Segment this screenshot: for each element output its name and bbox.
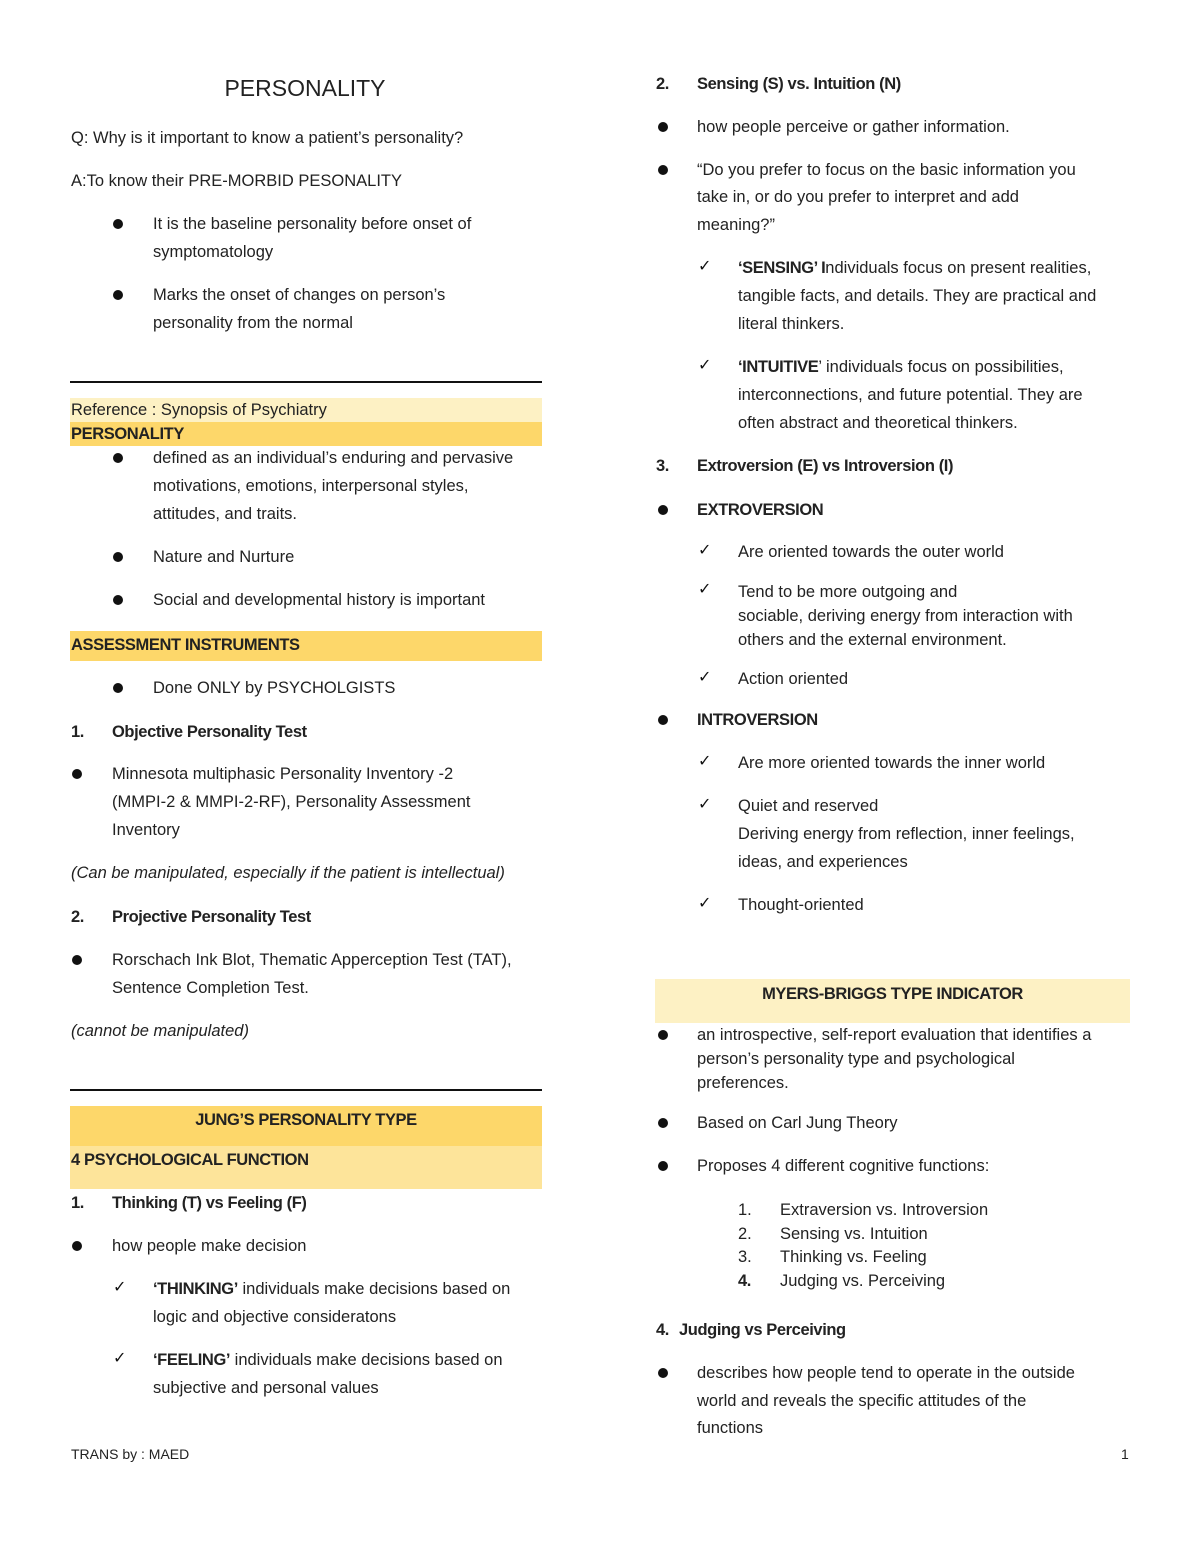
page-title: PERSONALITY [224,75,386,101]
list-item: functions [697,1419,764,1437]
list-item: ‘SENSING’ Individuals focus on present realities, [738,259,1092,277]
judging-title: Judging vs Perceiving [679,1321,846,1339]
extroversion-heading: EXTROVERSION [697,501,824,519]
checkmark-icon: ✓ [698,258,712,275]
checkmark-icon: ✓ [698,895,712,912]
list-item: Social and developmental history is important [153,591,486,609]
divider [70,1089,542,1091]
list-item: ‘THINKING’ individuals make decisions based on [153,1280,511,1298]
list-item: take in, or do you prefer to interpret and add [697,188,1019,206]
footer: TRANS by : MAED [71,1446,190,1462]
checkmark-icon: ✓ [698,753,712,770]
list-item: Thinking vs. Feeling [780,1248,927,1266]
list-item: meaning?” [697,216,775,234]
list-number: 1. [738,1201,752,1219]
bullet-icon [113,290,123,300]
list-item: Sensing vs. Intuition [780,1225,928,1243]
sensing-title: Sensing (S) vs. Intuition (N) [697,75,901,93]
bullet-icon [113,552,123,562]
list-item: how people make decision [112,1237,307,1255]
list-number: 3. [738,1248,752,1266]
bullet-icon [658,1030,668,1040]
bullet-icon [658,122,668,132]
page-number: 1 [1121,1446,1129,1462]
answer: A:To know their PRE-MORBID PESONALITY [71,172,403,190]
bullet-icon [72,769,82,779]
list-item: Are more oriented towards the inner world [738,754,1046,772]
list-item: Are oriented towards the outer world [738,543,1004,561]
list-item: sociable, deriving energy from interaction with [738,607,1073,625]
checkmark-icon: ✓ [698,581,712,598]
list-item: ‘FEELING’ individuals make decisions based on [153,1351,503,1369]
list-item: Marks the onset of changes on person’s [153,286,446,304]
list-number: 4. [738,1272,751,1290]
list-item: Extraversion vs. Introversion [780,1201,989,1219]
checkmark-icon: ✓ [698,669,712,686]
reference: Reference : Synopsis of Psychiatry [71,401,327,419]
list-item: (MMPI-2 & MMPI-2-RF), Personality Assessment [112,793,471,811]
list-item: tangible facts, and details. They are practical and [738,287,1097,305]
bullet-icon [113,595,123,605]
checkmark-icon: ✓ [698,796,712,813]
bullet-icon [113,453,123,463]
list-item: how people perceive or gather information. [697,118,1010,136]
note: (Can be manipulated, especially if the patient is intellectual) [71,864,505,882]
list-item: Minnesota multiphasic Personality Inventory -2 [112,765,454,783]
list-item: ideas, and experiences [738,853,908,871]
list-item: It is the baseline personality before onset of [153,215,472,233]
list-item: “Do you prefer to focus on the basic information you [697,161,1076,179]
jung-heading: JUNG’S PERSONALITY TYPE [195,1111,417,1129]
list-item: an introspective, self-report evaluation that identifies a [697,1026,1092,1044]
list-item: world and reveals the specific attitudes of the [697,1392,1027,1410]
list-item: Done ONLY by PSYCHOLGISTS [153,679,396,697]
list-item: Judging vs. Perceiving [780,1272,946,1290]
checkmark-icon: ✓ [113,1350,127,1367]
list-item: Proposes 4 different cognitive functions: [697,1157,990,1175]
objective-test-title: Objective Personality Test [112,723,307,741]
list-item: Deriving energy from reflection, inner feelings, [738,825,1075,843]
checkmark-icon: ✓ [698,357,712,374]
personality-heading: PERSONALITY [71,425,184,443]
list-item: defined as an individual’s enduring and pervasive [153,449,514,467]
section-number: 3. [656,457,669,475]
section-number: 2. [656,75,669,93]
question: Q: Why is it important to know a patient’s personality? [71,129,464,147]
bullet-icon [113,683,123,693]
list-item: Rorschach Ink Blot, Thematic Apperception Test (TAT), [112,951,512,969]
section-number: 4. [656,1321,669,1339]
bullet-icon [72,1241,82,1251]
thinking-title: Thinking (T) vs Feeling (F) [112,1194,307,1212]
list-item: subjective and personal values [153,1379,379,1397]
list-item: interconnections, and future potential. They are [738,386,1083,404]
bullet-icon [658,505,668,515]
list-item: logic and objective consideratons [153,1308,397,1326]
list-item: others and the external environment. [738,631,1007,649]
list-item: ‘INTUITIVE’ individuals focus on possibilities, [738,358,1064,376]
bullet-icon [658,1118,668,1128]
list-item: Action oriented [738,670,849,688]
list-item: often abstract and theoretical thinkers. [738,414,1018,432]
list-item: preferences. [697,1074,789,1092]
mbti-heading: MYERS-BRIGGS TYPE INDICATOR [762,985,1023,1003]
list-item: symptomatology [153,243,274,261]
bullet-icon [658,1368,668,1378]
bullet-icon [658,1161,668,1171]
bullet-icon [113,219,123,229]
list-item: person’s personality type and psychological [697,1050,1015,1068]
section-number: 2. [71,908,84,926]
bullet-icon [658,715,668,725]
functions-heading: 4 PSYCHOLOGICAL FUNCTION [71,1151,309,1169]
section-number: 1. [71,1194,84,1212]
list-item: Sentence Completion Test. [112,979,309,997]
section-number: 1. [71,723,84,741]
list-item: Based on Carl Jung Theory [697,1114,898,1132]
introversion-heading: INTROVERSION [697,711,818,729]
list-item: Tend to be more outgoing and [738,583,958,601]
projective-test-title: Projective Personality Test [112,908,311,926]
list-item: Inventory [112,821,180,839]
note: (cannot be manipulated) [71,1022,249,1040]
list-item: attitudes, and traits. [153,505,297,523]
list-number: 2. [738,1225,752,1243]
list-item: Nature and Nurture [153,548,295,566]
list-item: Quiet and reserved [738,797,879,815]
list-item: Thought-oriented [738,896,864,914]
checkmark-icon: ✓ [698,542,712,559]
list-item: describes how people tend to operate in the outside [697,1364,1075,1382]
list-item: personality from the normal [153,314,353,332]
list-item: literal thinkers. [738,315,845,333]
assessment-heading: ASSESSMENT INSTRUMENTS [71,636,300,654]
list-item: motivations, emotions, interpersonal styles, [153,477,469,495]
extroversion-title: Extroversion (E) vs Introversion (I) [697,457,954,475]
checkmark-icon: ✓ [113,1279,127,1296]
bullet-icon [72,955,82,965]
divider [70,381,542,383]
bullet-icon [658,165,668,175]
